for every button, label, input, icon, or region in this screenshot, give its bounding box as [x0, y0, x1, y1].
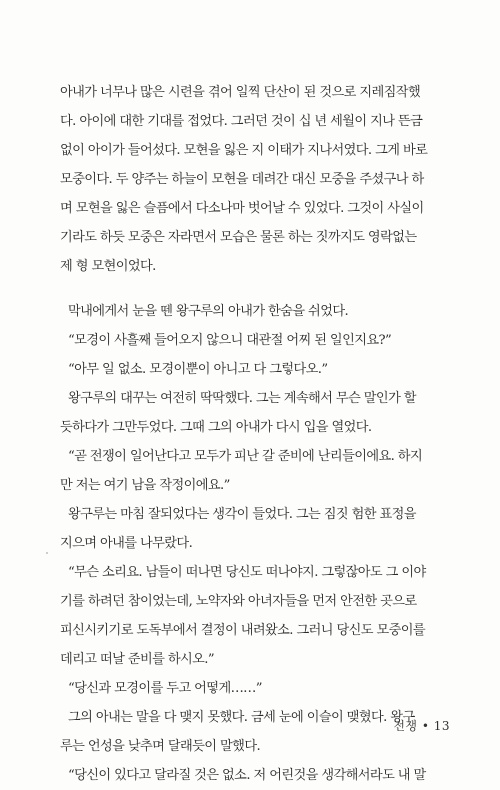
text-line: 기라도 하듯 모중은 자라면서 모습은 물론 하는 짓까지도 영락없는: [60, 230, 417, 245]
dialogue-line: “무슨 소리요. 남들이 떠나면 당신도 떠나야지. 그렇잖아도 그 이야: [68, 565, 426, 580]
dialogue-line: 피신시키기로 도독부에서 결정이 내려왔소. 그러니 당신도 모중이를: [60, 623, 426, 638]
dialogue-line: “당신과 모경이를 두고 어떻게……”: [68, 681, 262, 696]
text-line: 아내가 너무나 많은 시련을 겪어 일찍 단산이 된 것으로 지레짐작했: [60, 85, 421, 100]
dialogue-line: “아무 일 없소. 모경이뿐이 아니고 다 그렇다오.”: [68, 362, 328, 377]
margin-speck: [46, 552, 48, 554]
dialogue-line: 기를 하려던 참이었는데, 노약자와 아녀자들을 먼저 안전한 곳으로: [60, 594, 417, 609]
dialogue-line: “모경이 사흘째 들어오지 않으니 대관절 어찌 된 일인지요?”: [68, 333, 392, 348]
text-line: 그의 아내는 말을 다 맺지 못했다. 금세 눈에 이슬이 맺혔다. 왕구: [68, 710, 415, 725]
text-line: 막내에게서 눈을 뗀 왕구루의 아내가 한숨을 쉬었다.: [68, 304, 349, 319]
text-line: 제 형 모현이었다.: [60, 259, 156, 274]
text-line: 왕구루는 마침 잘되었다는 생각이 들었다. 그는 짐짓 험한 표정을: [68, 507, 416, 522]
dialogue-line: “당신이 있다고 달라질 것은 없소. 저 어린것을 생각해서라도 내 말: [68, 768, 426, 783]
text-line: 듯하다가 그만두었다. 그때 그의 아내가 다시 입을 열었다.: [60, 420, 372, 435]
text-line: 모중이다. 두 양주는 하늘이 모현을 데려간 대신 모중을 주셨구나 하: [60, 172, 424, 187]
text-line: 왕구루의 대꾸는 여전히 딱딱했다. 그는 계속해서 무슨 말인가 할: [68, 391, 416, 406]
text-line: 며 모현을 잃은 슬픔에서 다소나마 벗어날 수 있었다. 그것이 사실이: [60, 201, 424, 216]
text-line: 루는 언성을 낮추며 달래듯이 말했다.: [60, 739, 261, 754]
paragraph-opening: [60, 78, 448, 281]
dialogue-line: “곧 전쟁이 일어난다고 모두가 피난 갈 준비에 난리들이에요. 하지: [68, 449, 423, 464]
text-line: 다. 아이에 대한 기대를 접었다. 그러던 것이 십 년 세월이 지나 뜬금: [60, 114, 423, 129]
text-line: 지으며 아내를 나무랐다.: [60, 536, 193, 551]
text-line: 없이 아이가 들어섰다. 모현을 잃은 지 이태가 지나서였다. 그게 바로: [60, 143, 428, 158]
dialogue-line: 데리고 떠날 준비를 하시오.”: [60, 652, 215, 667]
page-footer-folio: 전쟁 • 13: [393, 719, 450, 733]
dialogue-line: 만 저는 여기 남을 작정이에요.”: [60, 478, 230, 493]
